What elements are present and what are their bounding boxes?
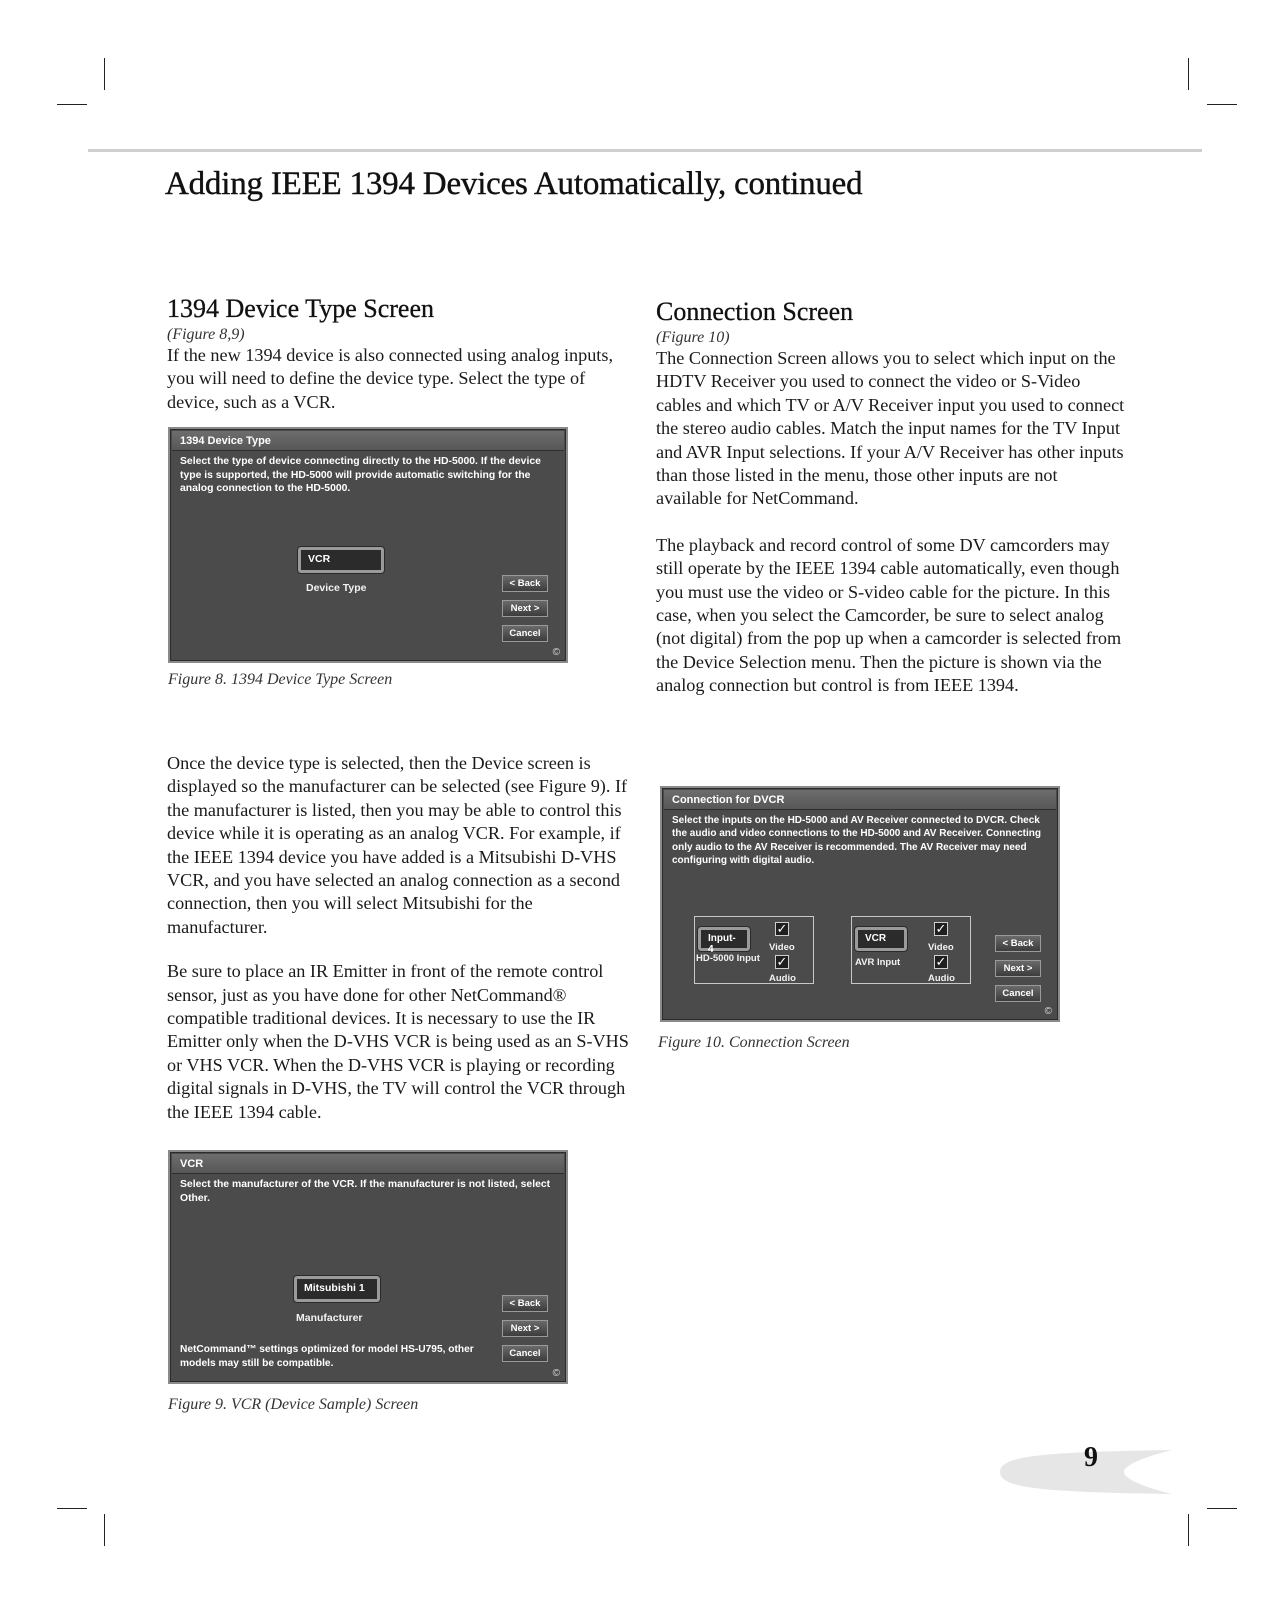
- figure-10-caption: Figure 10. Connection Screen: [658, 1034, 850, 1051]
- compatibility-note: NetCommand™ settings optimized for model HS-U795, other models may still be compatible.: [180, 1344, 474, 1369]
- figure-8-caption: Figure 8. 1394 Device Type Screen: [168, 671, 393, 688]
- crop-mark: [1188, 1514, 1189, 1546]
- audio-checkbox[interactable]: ✓: [935, 954, 947, 969]
- back-button[interactable]: < Back: [502, 575, 548, 592]
- video-checkbox[interactable]: ✓: [935, 921, 947, 936]
- hd-input-group: [694, 916, 814, 984]
- audio-label: Audio: [769, 973, 796, 984]
- manufacturer-label: Manufacturer: [296, 1312, 363, 1324]
- screen-instructions: Select the inputs on the HD-5000 and AV Receiver connected to DVCR. Check the audio and video connections to the HD-5000 and AV Receiver. Connecting only audio to the AV Receiver is recommended. The AV Receiver may need configuring with digital audio.: [672, 815, 1041, 867]
- figure-9-caption: Figure 9. VCR (Device Sample) Screen: [168, 1396, 419, 1413]
- crop-mark: [57, 104, 87, 105]
- section-title-connection: Connection Screen: [656, 297, 854, 326]
- copyright-icon: ©: [552, 1368, 560, 1379]
- vcr-manufacturer-screen: [168, 1150, 568, 1384]
- back-button[interactable]: < Back: [995, 935, 1041, 952]
- cancel-button[interactable]: Cancel: [995, 985, 1041, 1002]
- crop-mark: [104, 58, 105, 90]
- copyright-icon: ©: [1044, 1006, 1052, 1017]
- paragraph: The Connection Screen allows you to select which input on the HDTV Receiver you used to connect the video or S-Video cables and which TV or A/V Receiver input you used to connect the stereo audio cables. Match the input names for the TV Input and AVR Input selections. If your A/V Receiver has other inputs than those listed in the menu, those other inputs are not available for NetCommand.: [656, 348, 1125, 509]
- figure-reference: (Figure 8,9): [167, 326, 245, 343]
- screen-title-bar: 1394 Device Type: [172, 431, 564, 451]
- manufacturer-field[interactable]: Mitsubishi 1: [294, 1276, 380, 1302]
- device-type-screen: [168, 427, 568, 663]
- paragraph: If the new 1394 device is also connected using analog inputs, you will need to define the device type. Select the type of device, such as a VCR.: [167, 345, 613, 412]
- left-column-intro: [167, 294, 633, 414]
- next-button[interactable]: Next >: [502, 1320, 548, 1337]
- section-title-device-type: 1394 Device Type Screen: [167, 294, 434, 323]
- back-button[interactable]: < Back: [502, 1295, 548, 1312]
- avr-input-group: [851, 916, 971, 984]
- figure-reference: (Figure 10): [656, 329, 730, 346]
- next-button[interactable]: Next >: [502, 600, 548, 617]
- hd-input-label: HD-5000 Input: [696, 953, 760, 964]
- page-number: 9: [1084, 1442, 1098, 1473]
- paragraph: Once the device type is selected, then the Device screen is displayed so the manufacturer can be selected (see Figure 9). If the manufacturer is listed, then you may be able to control this device while it is operating as an analog VCR. For example, if the IEEE 1394 device you have added is a Mitsubishi D-VHS VCR, and you have selected an analog connection as a second connection, then you will select Mitsubishi for the manufacturer.: [167, 753, 628, 937]
- copyright-icon: ©: [552, 647, 560, 658]
- avr-input-field[interactable]: VCR: [855, 927, 907, 951]
- page-title: Adding IEEE 1394 Devices Automatically, continued: [165, 166, 863, 202]
- crop-mark: [1207, 1508, 1237, 1509]
- cancel-button[interactable]: Cancel: [502, 1345, 548, 1362]
- screen-title-bar: Connection for DVCR: [664, 790, 1056, 810]
- paragraph: The playback and record control of some DV camcorders may still operate by the IEEE 1394 cable automatically, even though you must use the video or S-video cable for the picture. In this case, when you select the Camcorder, be sure to select analog (not digital) from the pop up when a camcorder is selected from the Device Selection menu. Then the picture is shown via the analog connection but control is from IEEE 1394.: [656, 534, 1122, 696]
- crop-mark: [57, 1508, 87, 1509]
- screen-title-bar: VCR: [172, 1154, 564, 1174]
- audio-label: Audio: [928, 973, 955, 984]
- screen-instructions: Select the manufacturer of the VCR. If the manufacturer is not listed, select Other.: [180, 1179, 551, 1204]
- crop-mark: [1188, 58, 1189, 90]
- crop-mark: [1207, 104, 1237, 105]
- video-label: Video: [769, 942, 795, 953]
- device-type-field[interactable]: VCR: [298, 547, 384, 573]
- video-label: Video: [928, 942, 954, 953]
- avr-input-label: AVR Input: [855, 957, 901, 968]
- audio-checkbox[interactable]: ✓: [776, 954, 788, 969]
- connection-screen: [660, 786, 1060, 1022]
- right-column-body: [656, 297, 1126, 698]
- left-column-body: [167, 752, 633, 1124]
- hd-input-field[interactable]: Input-4: [698, 927, 750, 951]
- screen-instructions: Select the type of device connecting directly to the HD-5000. If the device type is supported, the HD-5000 will provide automatic switching for the analog connection to the HD-5000.: [180, 456, 541, 495]
- crop-mark: [104, 1514, 105, 1546]
- header-rule: [88, 149, 1202, 152]
- device-type-label: Device Type: [306, 582, 367, 594]
- paragraph: Be sure to place an IR Emitter in front of the remote control sensor, just as you have done for other NetCommand® compatible traditional devices. It is necessary to use the IR Emitter only when the D-VHS VCR is being used as an S-VHS or VHS VCR. When the D-VHS VCR is playing or recording digital signals in D-VHS, the TV will control the VCR through the IEEE 1394 cable.: [167, 961, 629, 1122]
- video-checkbox[interactable]: ✓: [776, 921, 788, 936]
- cancel-button[interactable]: Cancel: [502, 625, 548, 642]
- next-button[interactable]: Next >: [995, 960, 1041, 977]
